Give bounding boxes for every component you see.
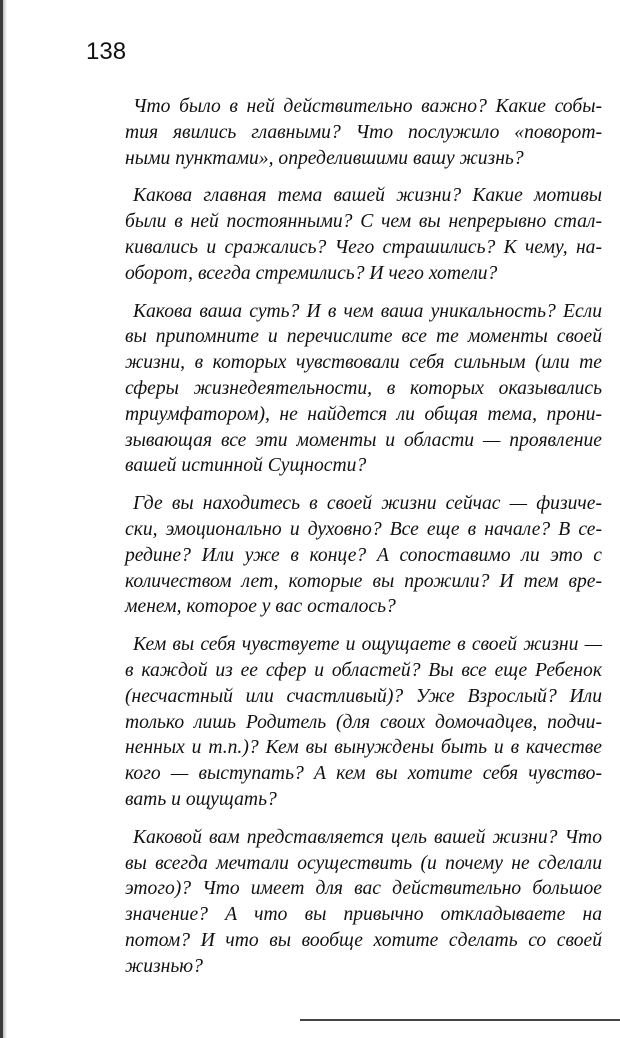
text-line: Каковой вам представляется цель вашей жизни? Что (133, 826, 602, 848)
text-line: зывающая все эти моменты и области — проявление (125, 429, 602, 451)
paragraph-2 (125, 183, 602, 286)
text-line: только лишь Родитель (для своих домочадцев, подчи- (125, 711, 602, 733)
text-line: вы припомните и перечислите все те моменты своей (125, 326, 602, 348)
text-line: редине? Или уже в конце? А сопоставимо ли это с (125, 544, 602, 566)
page-number: 138 (86, 38, 127, 65)
text-line: тия явились главными? Что послужило «поворот- (125, 121, 602, 143)
page-body (125, 94, 602, 992)
text-line: количеством лет, которые вы прожили? И тем вре- (125, 570, 602, 592)
text-line: значение? А что вы привычно откладываете на (125, 904, 602, 926)
paragraph-5 (125, 632, 602, 813)
text-line: ски, эмоционально и духовно? Все еще в начале? В се- (125, 518, 602, 540)
text-line: сферы жизнедеятельности, в которых оказывались (125, 377, 602, 399)
text-line: вать и ощущать? (125, 788, 277, 810)
text-line: потом? И что вы вообще хотите сделать со своей (125, 929, 602, 951)
text-line: в каждой из ее сфер и областей? Вы все еще Ребенок (125, 659, 602, 681)
book-spine-shadow (3, 0, 7, 1038)
text-line: оборот, всегда стремились? И чего хотели? (125, 262, 498, 284)
paragraph-3 (125, 299, 602, 480)
paragraph-6 (125, 825, 602, 980)
paragraph-1 (125, 94, 602, 171)
text-line: кивались и сражались? Чего страшились? К чему, на- (125, 236, 602, 258)
text-line: Что было в ней действительно важно? Какие собы- (133, 96, 602, 117)
text-line: были в ней постоянными? С чем вы непрерывно стал- (125, 211, 602, 233)
bottom-page-edge-line (300, 1019, 620, 1021)
text-line: вашей истинной Сущности? (125, 455, 367, 477)
text-line: кого — выступать? А кем вы хотите себя чувство- (125, 763, 602, 785)
text-line: Кем вы себя чувствуете и ощущаете в своей жизни — (133, 634, 602, 656)
text-line: ненных и т.п.)? Кем вы вынуждены быть и в качестве (125, 737, 602, 759)
text-line: жизни, в которых чувствовали себя сильным (или те (125, 352, 602, 374)
text-line: Где вы находитесь в своей жизни сейчас — физиче- (133, 493, 602, 515)
text-line: этого)? Что имеет для вас действительно большое (125, 878, 602, 900)
text-line: Какова главная тема вашей жизни? Какие мотивы (133, 185, 602, 207)
text-line: жизнью? (125, 955, 203, 977)
paragraph-4 (125, 491, 602, 620)
text-line: триумфатором), не найдется ли общая тема, прони- (125, 403, 602, 425)
text-line: ными пунктами», определившими вашу жизнь? (125, 147, 524, 169)
text-line: Какова ваша суть? И в чем ваша уникальность? Если (133, 300, 602, 322)
text-line: вы всегда мечтали осуществить (и почему не сделали (125, 852, 602, 874)
text-line: менем, которое у вас осталось? (125, 596, 396, 618)
text-line: (несчастный или счастливый)? Уже Взрослый? Или (125, 685, 602, 707)
